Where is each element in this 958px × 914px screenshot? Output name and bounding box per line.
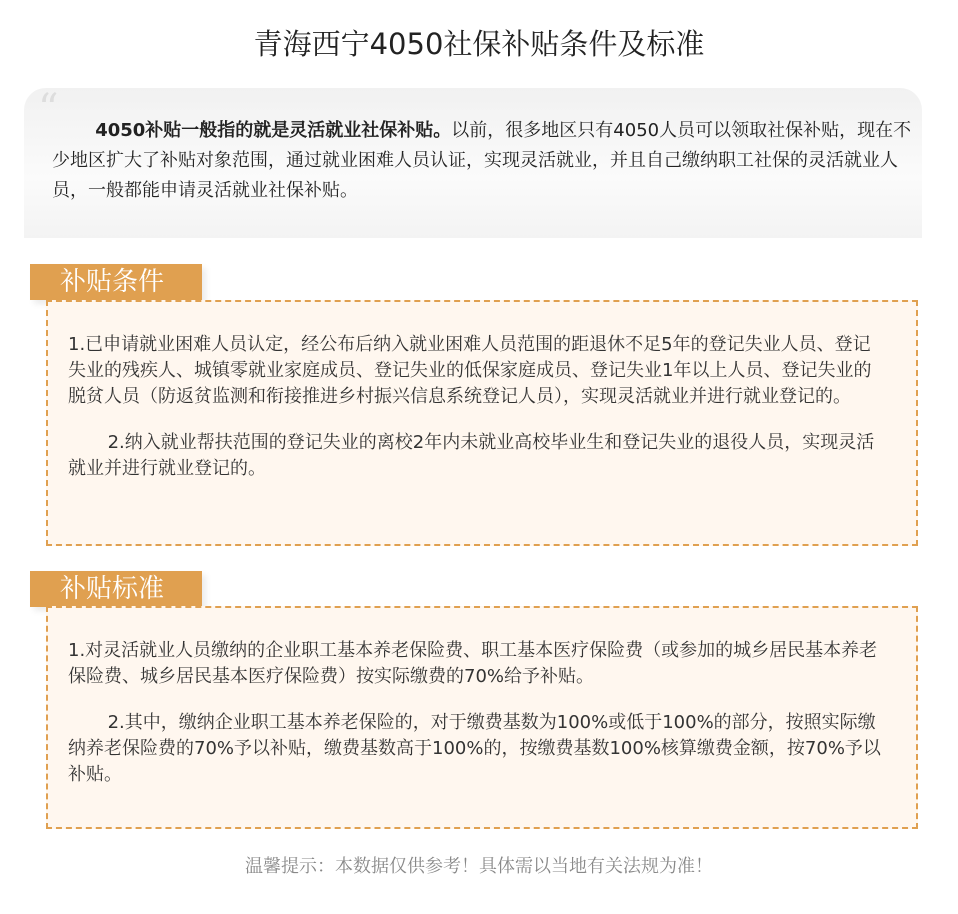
page-title: 青海西宁4050社保补贴条件及标准 xyxy=(253,27,705,61)
intro-panel xyxy=(24,88,922,238)
conditions-box xyxy=(46,300,918,546)
intro-bold: 4050补贴一般指的就是灵活就业社保补贴。 xyxy=(95,120,452,141)
section-heading-standards: 补贴标准 xyxy=(30,571,202,607)
intro-paragraph xyxy=(52,116,918,206)
intro-text: 以前，很多地区只有4050人员可以领取社保补贴，现在不少地区扩大了补贴对象范围，通过就业困难人员认证，实现灵活就业，并且自己缴纳职工社保的灵活就业人员，一般都能申请灵活就业社保补贴。 xyxy=(52,120,912,201)
standards-box xyxy=(46,606,918,829)
standard-item: 2.其中，缴纳企业职工基本养老保险的，对于缴费基数为100%或低于100%的部分，按照实际缴纳养老保险费的70%予以补贴，缴费基数高于100%的，按缴费基数100%核算缴费金额，按70%予以补贴。 xyxy=(68,712,881,785)
disclaimer-tip: 温馨提示：本数据仅供参考！具体需以当地有关法规为准！ xyxy=(245,856,713,877)
condition-item: 1.已申请就业困难人员认定，经公布后纳入就业困难人员范围的距退休不足5年的登记失业人员、登记失业的残疾人、城镇零就业家庭成员、登记失业的低保家庭成员、登记失业1年以上人员、登记失业的脱贫人员（防返贫监测和衔接推进乡村振兴信息系统登记人员），实现灵活就业并进行就业登记的。 xyxy=(68,334,872,407)
condition-item: 2.纳入就业帮扶范围的登记失业的离校2年内未就业高校毕业生和登记失业的退役人员，实现灵活就业并进行就业登记的。 xyxy=(68,432,875,479)
section-heading-conditions: 补贴条件 xyxy=(30,264,202,300)
standard-item: 1.对灵活就业人员缴纳的企业职工基本养老保险费、职工基本医疗保险费（或参加的城乡居民基本养老保险费、城乡居民基本医疗保险费）按实际缴费的70%给予补贴。 xyxy=(68,640,878,687)
quote-icon: “ xyxy=(38,86,59,132)
